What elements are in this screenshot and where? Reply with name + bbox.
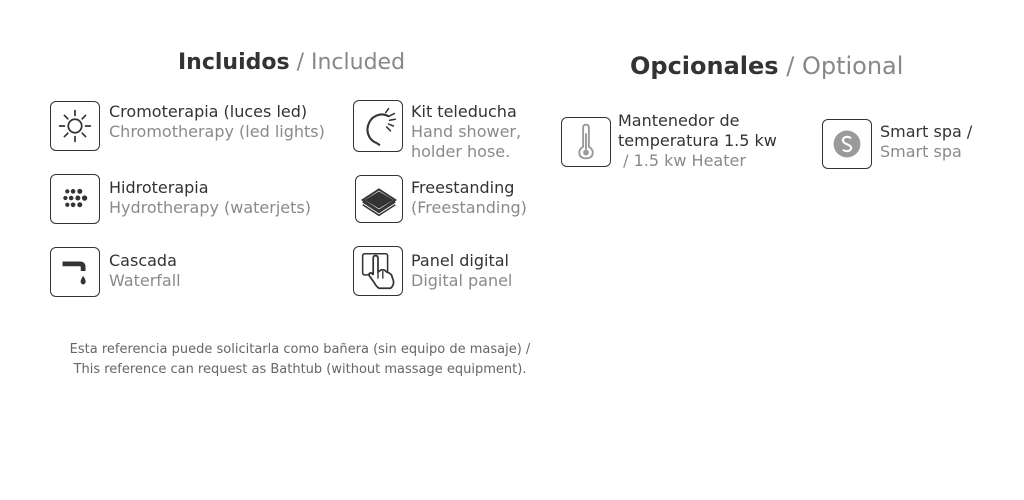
item-title: Hidroterapia [109,178,209,197]
item-subtitle: / 1.5 kw Heater [618,151,746,170]
included-heading-bold: Incluidos [178,50,290,75]
bathtub-note: Esta referencia puede solicitarla como bañera (sin equipo de masaje) / This reference can request as Bathtub (without massage equipment). [69,342,531,377]
tub-icon [355,175,403,223]
item-cromoterapia [109,102,325,142]
smart-spa-icon [822,119,872,169]
item-subtitle: Smart spa [880,142,962,161]
item-subtitle: Digital panel [411,271,513,290]
item-subtitle: Waterfall [109,271,181,290]
item-title: Cromoterapia (luces led) [109,102,308,121]
item-subtitle: Chromotherapy (led lights) [109,122,325,141]
included-heading [178,50,405,75]
item-panel-digital [411,251,512,291]
optional-heading-bold: Opcionales [630,52,779,80]
optional-heading [630,52,903,80]
faucet-icon [50,247,100,297]
item-smart-spa [880,122,972,162]
item-subtitle: (Freestanding) [411,198,527,217]
touch-panel-icon [353,246,403,296]
jets-icon [50,174,100,224]
thermometer-icon [561,117,611,167]
optional-heading-sep: / [778,52,802,80]
item-title-line-1: Mantenedor de [618,111,740,130]
item-hidroterapia [109,178,311,218]
item-title: Freestanding [411,178,515,197]
included-heading-light: Included [311,50,406,75]
item-title: Cascada [109,251,177,270]
item-cascada [109,251,181,291]
sun-icon [50,101,100,151]
item-subtitle-line-2: holder hose. [411,142,511,161]
included-heading-sep: / [289,50,311,75]
item-title-line-2: temperatura 1.5 kw [618,131,777,150]
item-heater [618,111,777,171]
item-freestanding [411,178,527,218]
item-subtitle-line-1: Hand shower, [411,122,522,141]
item-subtitle: Hydrotherapy (waterjets) [109,198,311,217]
shower-icon [353,100,403,152]
item-kit-teleducha [411,102,521,162]
item-title: Kit teleducha [411,102,517,121]
item-title: Smart spa / [880,122,973,141]
item-title: Panel digital [411,251,509,270]
optional-heading-light: Optional [801,52,904,80]
